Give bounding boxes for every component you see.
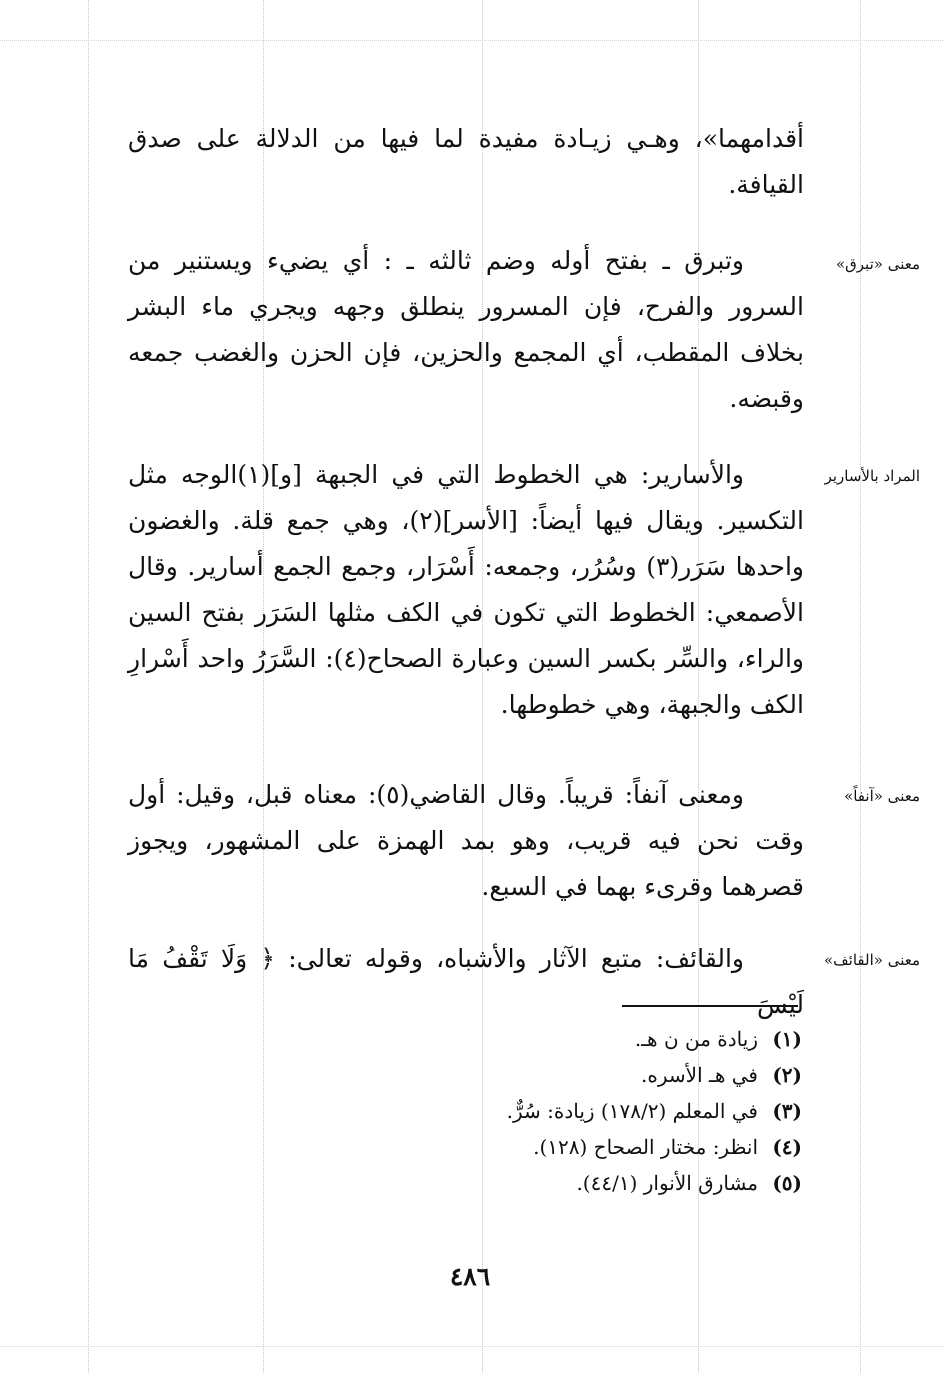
paragraph-text: والقائف: متبع الآثار والأشباه، وقوله تعالى: ﴿ وَلَا تَقْفُ مَا لَيْسَ: [128, 944, 804, 1019]
margin-note-tabruq: معنى «تبرق»: [835, 255, 920, 273]
footnote-item: [430, 1166, 802, 1202]
footnotes: [430, 1022, 802, 1202]
footnote-item: [430, 1130, 802, 1166]
footnote-number: (٤): [772, 1135, 802, 1159]
margin-note-qaif: معنى «القائف»: [823, 951, 920, 969]
paragraph-text: والأسارير: هي الخطوط التي في الجبهة [و](١)الوجه مثل التكسير. ويقال فيها أيضاً: [الأسر](٢)، وهي جمع قلة. والغضون واحدها سَرَر(٣) وسُرُر، وجمعه: أَسْرَار، وجمع الجمع أسارير. وقال الأصمعي: الخطوط التي تكون في الكف مثلها السَرَر بفتح السين والراء، والسِّر بكسر السين وعبارة الصحاح(٤): السَّرَرُ واحد أَسْرارِ الكف والجبهة، وهي خطوطها.: [128, 460, 804, 719]
footnote-text: زيادة من ن هـ.: [634, 1027, 758, 1051]
paragraph-text: أقدامهما»، وهـي زيـادة مفيدة لما فيها من الدلالة على صدق القيافة.: [128, 124, 804, 199]
footnote-separator: [622, 1005, 798, 1007]
footnote-text: في هـ الأسره.: [641, 1063, 758, 1087]
footnote-text: في المعلم (١٧٨/٢) زيادة: سُرٌّ.: [506, 1099, 758, 1123]
footnote-item: [430, 1058, 802, 1094]
margin-note-anifan: معنى «آنفاً»: [844, 787, 920, 805]
footnote-number: (٥): [772, 1171, 802, 1195]
footnote-number: (٢): [772, 1063, 802, 1087]
paragraph-continuation: [128, 116, 804, 208]
paragraph-asarir: [128, 452, 804, 728]
paragraph-text: وتبرق ـ بفتح أوله وضم ثالثه ـ : أي يضيء ويستنير من السرور والفرح، فإن المسرور ينطلق وجهه ويجري ماء البشر بخلاف المقطب، أي المجمع والحزين، فإن الحزن والغضب جمعه وقبضه.: [128, 246, 804, 413]
page-number: ٤٨٦: [449, 1262, 491, 1291]
paragraph-tabruq: [128, 238, 804, 422]
paragraph-text: ومعنى آنفاً: قريباً. وقال القاضي(٥): معناه قبل، وقيل: أول وقت نحن فيه قريب، وهو بمد الهمزة على المشهور، ويجوز قصرهما وقرىء بهما في السبع.: [128, 780, 804, 901]
footnote-item: [430, 1094, 802, 1130]
margin-note-asarir: المراد بالأسارير: [824, 467, 920, 485]
paragraph-anifan: [128, 772, 804, 910]
footnote-text: مشارق الأنوار (٤٤/١).: [576, 1171, 758, 1195]
footnote-number: (١): [772, 1027, 802, 1051]
footnote-item: [430, 1022, 802, 1058]
footnote-text: انظر: مختار الصحاح (١٢٨).: [533, 1135, 758, 1159]
footnote-number: (٣): [772, 1099, 802, 1123]
paragraph-qaif: [128, 936, 804, 1028]
